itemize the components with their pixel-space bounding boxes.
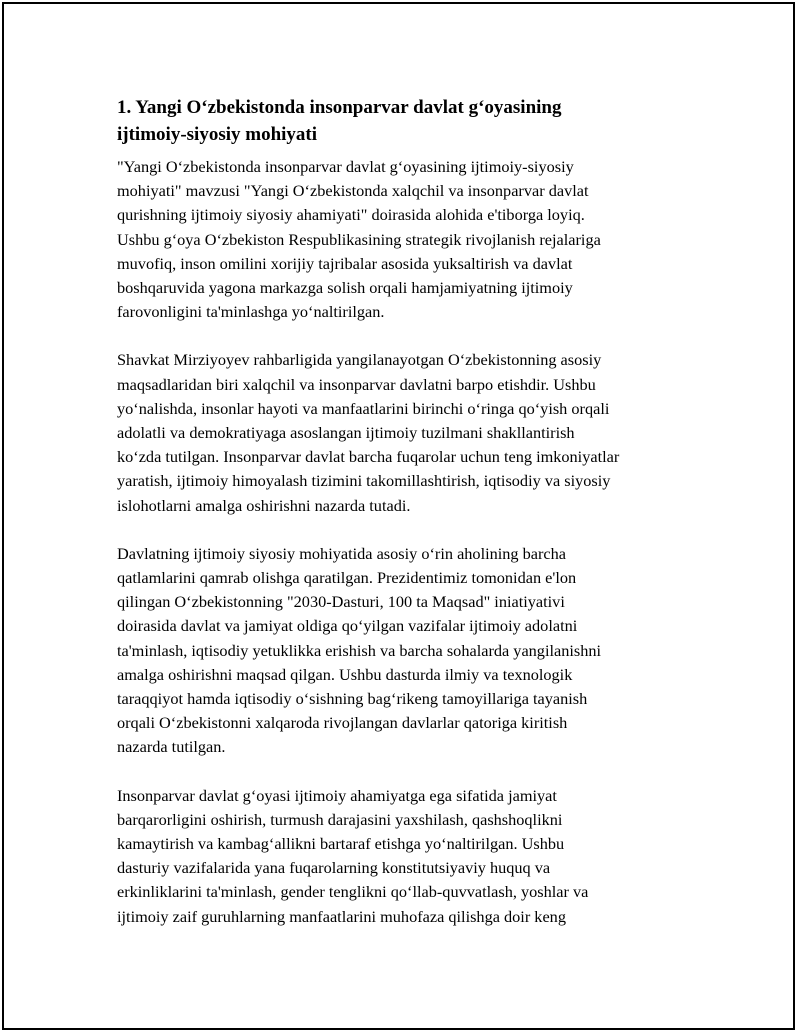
paragraph-line: muvofiq, inson omilini xorijiy tajribalar asosida yuksaltirish va davlat <box>117 253 573 273</box>
paragraph-line: erkinliklarini ta'minlash, gender tenglikni qo‘llab-quvvatlash, yoshlar va <box>117 882 589 902</box>
paragraph-line: barqarorligini oshirish, turmush darajasini yaxshilash, qashshoqlikni <box>117 809 563 829</box>
paragraph-line: Shavkat Mirziyoyev rahbarligida yangilanayotgan O‘zbekistonning asosiy <box>117 350 602 370</box>
paragraph-line: Ushbu g‘oya O‘zbekiston Respublikasining strategik rivojlanish rejalariga <box>117 229 601 249</box>
paragraph-line: kamaytirish va kambag‘allikni bartaraf etishga yo‘naltirilgan. Ushbu <box>117 834 565 854</box>
paragraph-line: maqsadlaridan biri xalqchil va insonparvar davlatni barpo etishdir. Ushbu <box>117 374 596 394</box>
paragraph-line: amalga oshirishni maqsad qilgan. Ushbu dasturda ilmiy va texnologik <box>117 664 573 684</box>
paragraph-3 <box>117 542 697 760</box>
paragraph-line: adolatli va demokratiyaga asoslangan ijtimoiy tuzilmani shakllantirish <box>117 423 575 443</box>
paragraph-2 <box>117 348 697 517</box>
paragraph-line: yaratish, ijtimoiy himoyalash tizimini takomillashtirish, iqtisodiy va siyosiy <box>117 471 611 491</box>
paragraph-line: ijtimoiy zaif guruhlarning manfaatlarini muhofaza qilishga doir keng <box>117 906 566 926</box>
paragraph-line: qurishning ijtimoiy siyosiy ahamiyati" doirasida alohida e'tiborga loyiq. <box>117 205 585 225</box>
section-heading <box>117 94 697 148</box>
paragraph-line: yo‘nalishda, insonlar hayoti va manfaatlarini birinchi o‘ringa qo‘yish orqali <box>117 398 610 418</box>
paragraph-line: farovonligini ta'minlashga yo‘naltirilgan. <box>117 302 385 322</box>
paragraph-line: doirasida davlat va jamiyat oldiga qo‘yilgan vazifalar ijtimoiy adolatni <box>117 616 578 636</box>
paragraph-line: Insonparvar davlat g‘oyasi ijtimoiy ahamiyatga ega sifatida jamiyat <box>117 785 557 805</box>
paragraph-line: dasturiy vazifalarida yana fuqarolarning konstitutsiyaviy huquq va <box>117 858 551 878</box>
heading-line: 1. Yangi O‘zbekistonda insonparvar davlat g‘oyasining <box>117 97 562 118</box>
paragraph-1 <box>117 155 697 324</box>
paragraph-line: islohotlarni amalga oshirishni nazarda tutadi. <box>117 495 411 515</box>
paragraph-4 <box>117 784 697 929</box>
paragraph-line: "Yangi O‘zbekistonda insonparvar davlat g‘oyasining ijtimoiy-siyosiy <box>117 157 574 176</box>
paragraph-line: qatlamlarini qamrab olishga qaratilgan. Prezidentimiz tomonidan e'lon <box>117 568 577 588</box>
paragraph-line: Davlatning ijtimoiy siyosiy mohiyatida asosiy o‘rin aholining barcha <box>117 543 567 563</box>
paragraph-line: nazarda tutilgan. <box>117 737 226 757</box>
document-body <box>117 94 697 953</box>
heading-line: ijtimoiy-siyosiy mohiyati <box>117 124 318 145</box>
paragraph-line: qilingan O‘zbekistonning "2030-Dasturi, 100 ta Maqsad" iniatiyativi <box>117 592 565 612</box>
paragraph-line: boshqaruvida yagona markazga solish orqali hamjamiyatning ijtimoiy <box>117 278 573 298</box>
paragraph-line: ta'minlash, iqtisodiy yetuklikka erishish va barcha sohalarda yangilanishni <box>117 640 602 660</box>
paragraph-line: mohiyati" mavzusi "Yangi O‘zbekistonda xalqchil va insonparvar davlat <box>117 181 589 201</box>
paragraph-line: taraqqiyot hamda iqtisodiy o‘sishning bag‘rikeng tamoyillariga tayanish <box>117 689 588 709</box>
paragraph-line: ko‘zda tutilgan. Insonparvar davlat barcha fuqarolar uchun teng imkoniyatlar <box>117 447 620 467</box>
paragraph-line: orqali O‘zbekistonni xalqaroda rivojlangan davlarlar qatoriga kiritish <box>117 713 568 733</box>
